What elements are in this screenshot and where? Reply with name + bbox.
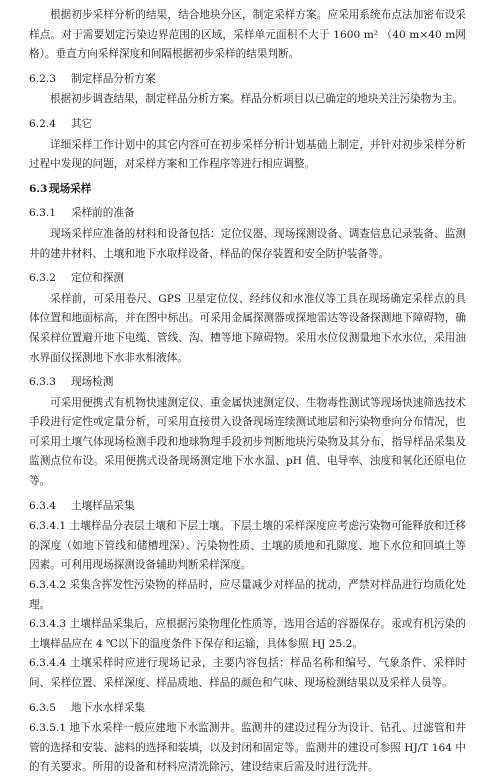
section-heading (29, 180, 466, 200)
section-number: 6.3 (29, 182, 48, 195)
section-number: 6.3.3 (29, 376, 56, 389)
section-heading (29, 373, 466, 393)
section-title: 采样前的准备 (71, 207, 135, 220)
body-paragraph: 根据初步调查结果，制定样品分析方案。样品分析项目以已确定的地块关注污染物为主。 (50, 93, 464, 106)
section-number: 6.3.2 (29, 272, 56, 285)
section-title: 定位和探测 (71, 272, 124, 285)
section-title: 现场检测 (71, 376, 114, 389)
section-number: 6.2.3 (29, 72, 56, 85)
section-title: 地下水水样采集 (71, 701, 146, 714)
section-title: 土壤样品采集 (71, 499, 135, 512)
section-title: 制定样品分析方案 (71, 72, 156, 85)
section-title: 其它 (71, 117, 93, 130)
body-paragraph: 6.3.5.1 地下水采样一般应建地下水监测井。监测井的建设过程分为设计、钻孔、过滤管和井管的选择和安装、滤料的选择和装填，以及封闭和固定等。监测井的建设可参照 HJ/T 164 中的有关要求。所用的设备和材料应清洗除污，建设结束后需及时进行洗井。 (29, 722, 466, 774)
section-number: 6.3.5 (29, 701, 56, 714)
section-number: 6.3.1 (29, 207, 56, 220)
body-paragraph: 根据初步采样分析的结果，结合地块分区，制定采样方案。应采用系统布点法加密布设采样点。对于需要划定污染边界范围的区域，采样单元面积不大于 1600 m² （40 m×40 m网格）。垂直方向采样深度和间隔根据初步采样的结果判断。 (29, 9, 466, 61)
section-heading (29, 269, 466, 289)
section-heading (29, 204, 466, 224)
section-heading (29, 699, 466, 719)
body-paragraph: 6.3.4.4 土壤采样时应进行现场记录，主要内容包括：样品名称和编号、气象条件、采样时间、采样位置、采样深度、样品质地、样品的颜色和气味、现场检测结果以及采样人员等。 (29, 657, 466, 689)
body-paragraph: 6.3.4.2 采集含挥发性污染物的样品时，应尽量减少对样品的扰动，严禁对样品进行均质化处理。 (29, 579, 466, 611)
body-paragraph: 详细采样工作计划中的其它内容可在初步采样分析计划基础上制定，并针对初步采样分析过程中发现的问题，对采样方案和工作程序等进行相应调整。 (29, 138, 466, 171)
body-paragraph: 采样前，可采用卷尺、GPS 卫星定位仪、经纬仪和水准仪等工具在现场确定采样点的具体位置和地面标高，并在图中标出。可采用金属探测器或探地雷达等设备探测地下障碍物，确保采样位置避开地下电缆、管线、沟、槽等地下障碍物。采用水位仪测量地下水水位，采用油水界面仪探测地下水非水相液体。 (29, 292, 466, 364)
section-heading (29, 497, 466, 517)
body-paragraph: 6.3.4.3 土壤样品采集后，应根据污染物理化性质等，选用合适的容器保存。汞或有机污染的土壤样品应在 4 ℃以下的温度条件下保存和运输，具体参照 HJ 25.2。 (29, 618, 466, 650)
body-paragraph: 现场采样应准备的材料和设备包括：定位仪器、现场探测设备、调查信息记录装备、监测井的建井材料、土壤和地下水取样设备、样品的保存装置和安全防护装备等。 (29, 227, 466, 260)
section-title: 现场采样 (49, 182, 92, 195)
section-heading (29, 70, 466, 90)
section-number: 6.3.4 (29, 499, 56, 512)
section-number: 6.2.4 (29, 117, 56, 130)
body-paragraph: 可采用便携式有机物快速测定仪、重金属快速测定仪、生物毒性测试等现场快速筛选技术手段进行定性或定量分析，可采用直接贯入设备现场连续测试地层和污染物垂向分布情况，也可采用土壤气体现场检测手段和地球物理手段初步判断地块污染物及其分布，指导样品采集及监测点位布设。采用便携式设备现场测定地下水水温、pH 值、电导率、浊度和氧化还原电位等。 (29, 396, 466, 488)
body-paragraph: 6.3.4.1 土壤样品分表层土壤和下层土壤。下层土壤的采样深度应考虑污染物可能释放和迁移的深度（如地下管线和储槽埋深）、污染物性质、土壤的质地和孔隙度、地下水位和回填土等因素。可利用现场探测设备辅助判断采样深度。 (29, 520, 466, 572)
section-heading (29, 115, 466, 135)
